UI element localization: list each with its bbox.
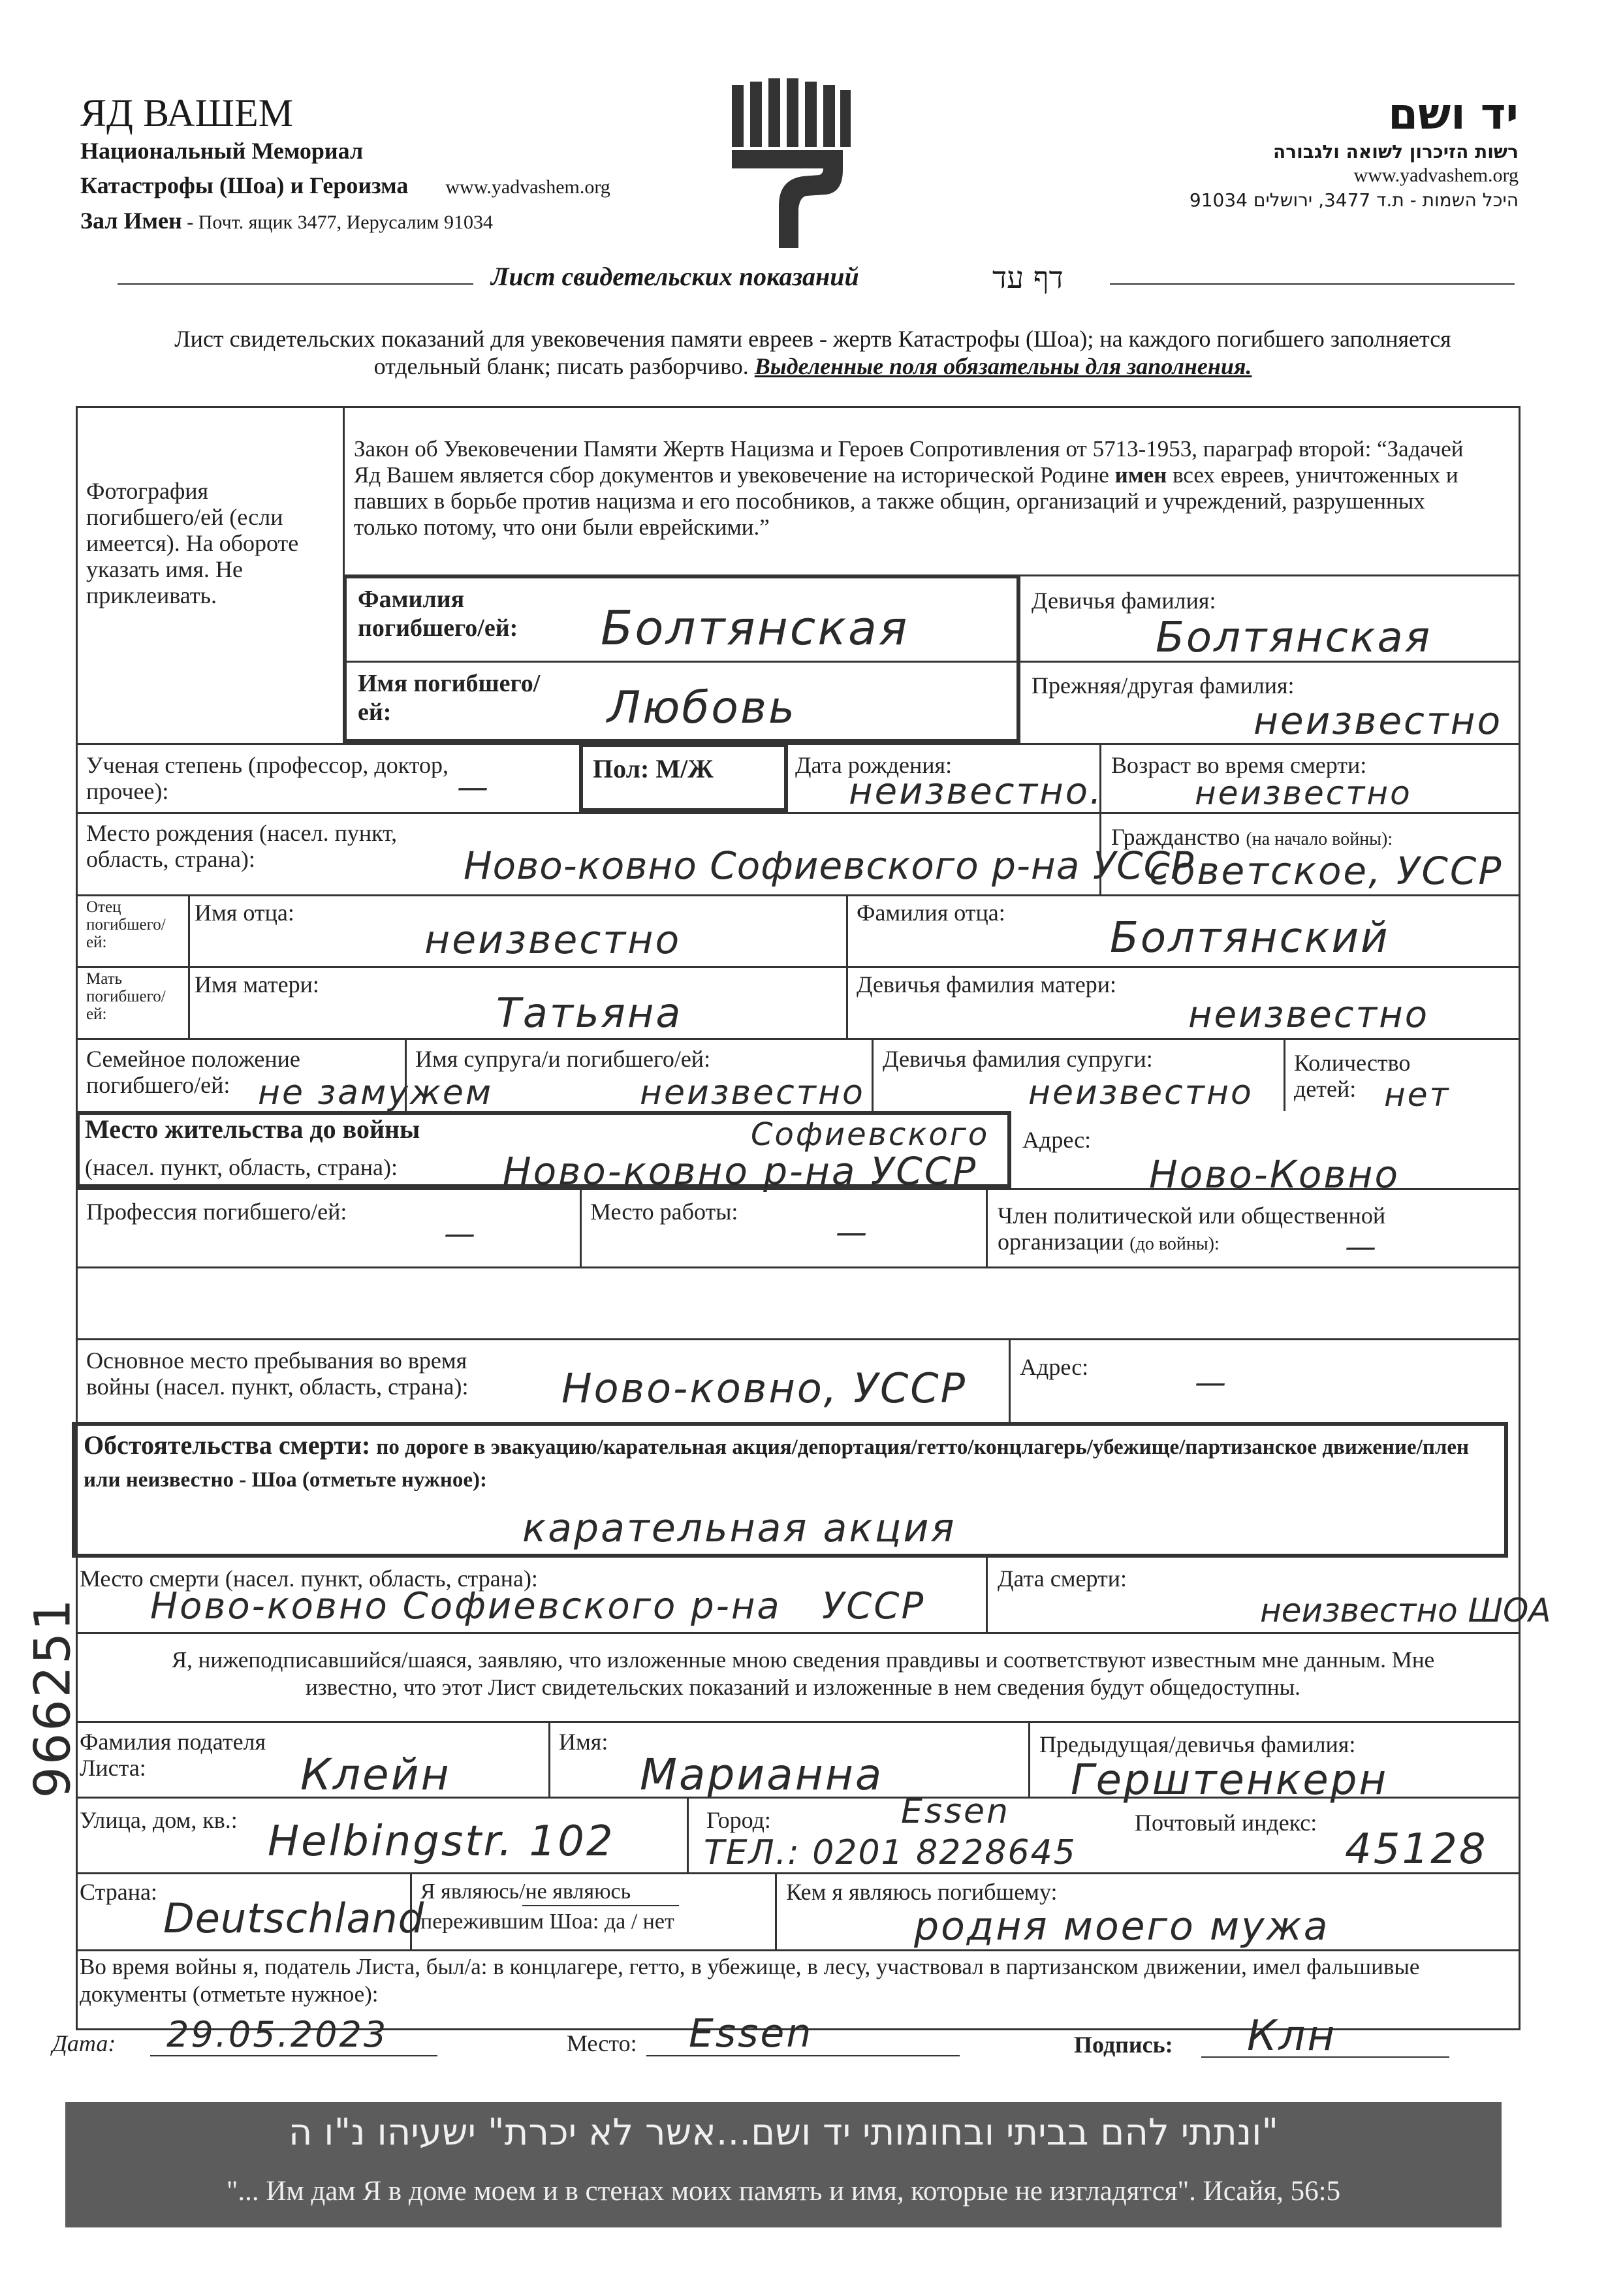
law-text-bold: имен: [1114, 462, 1167, 488]
first-name-value[interactable]: Любовь: [607, 682, 797, 734]
death-date-value[interactable]: неизвестно ШОА: [1260, 1592, 1551, 1629]
submitter-name-label: Имя:: [559, 1729, 608, 1755]
submitter-name-value[interactable]: Марианна: [640, 1750, 884, 1800]
citizenship-div: [1099, 812, 1101, 894]
yad-vashem-logo-icon: [728, 78, 852, 255]
father-surname-label: Фамилия отца:: [857, 900, 1005, 926]
form-title-he: דף עד: [992, 260, 1064, 295]
footer-banner: [65, 2102, 1502, 2227]
address-he: היכל השמות - ת.ד 3477, ירושלים 91034: [1189, 189, 1519, 211]
first-name-label: Имя погибшего/ей:: [358, 670, 541, 726]
sign-date-label: Дата:: [52, 2030, 116, 2056]
residence-address-value[interactable]: Ново-Ковно: [1149, 1152, 1400, 1197]
death-circ-label: Обстоятельства смерти:: [84, 1430, 371, 1460]
spouse-maiden-div: [872, 1038, 874, 1111]
signature-value[interactable]: Клн: [1247, 2012, 1337, 2060]
survivor-underline: [522, 1905, 679, 1906]
mother-maiden-div: [846, 966, 848, 1038]
mother-name-value[interactable]: Татьяна: [496, 989, 683, 1037]
country-label: Страна:: [80, 1879, 157, 1905]
death-date-label: Дата смерти:: [998, 1565, 1127, 1592]
relation-label: Кем я являюсь погибшему:: [786, 1879, 1058, 1905]
org-line2-ru: Катастрофы (Шоа) и Героизма: [80, 172, 409, 198]
citizenship-value[interactable]: советское, УССР: [1149, 849, 1504, 893]
row-work-bottom: [76, 1266, 1521, 1268]
intro-emphasis: Выделенные поля обязательны для заполнения.: [754, 353, 1252, 379]
member-div: [986, 1188, 988, 1266]
title-rule-left: [118, 283, 473, 285]
mother-maiden-label: Девичья фамилия матери:: [857, 971, 1117, 998]
wartime-address-label: Адрес:: [1020, 1354, 1089, 1380]
submitter-surname-label: Фамилия подателя Листа:: [80, 1729, 266, 1781]
phone-value[interactable]: ТЕЛ.: 0201 8228645: [704, 1833, 1077, 1872]
age-value[interactable]: неизвестно: [1195, 774, 1412, 812]
member-value[interactable]: —: [1345, 1229, 1378, 1265]
residence-address-label: Адрес:: [1022, 1127, 1092, 1153]
website-right: www.yadvashem.org: [1353, 165, 1519, 186]
signature-label: Подпись:: [1074, 2032, 1173, 2058]
maiden-label: Девичья фамилия:: [1032, 588, 1216, 614]
relation-value[interactable]: родня моего мужа: [914, 1904, 1330, 1949]
marital-value[interactable]: не замужем: [258, 1073, 494, 1112]
submitter-surname-value[interactable]: Клейн: [300, 1750, 451, 1800]
hall-address-ru: - Почт. ящик 3477, Иерусалим 91034: [181, 212, 493, 233]
member-label-wrap: [998, 1203, 1507, 1257]
sign-place-line: [646, 2055, 960, 2056]
residence-sublabel: (насел. пункт, область, страна):: [85, 1154, 398, 1180]
spouse-maiden-label: Девичья фамилия супруги:: [883, 1046, 1153, 1072]
relation-div: [775, 1872, 777, 1949]
row-declaration-top: [76, 1632, 1521, 1634]
org-title-he: יד ושם: [1388, 89, 1519, 139]
spouse-maiden-value[interactable]: неизвестно: [1028, 1073, 1253, 1112]
org-line1-ru: Национальный Мемориал: [80, 138, 364, 164]
death-place-value[interactable]: Ново-ковно Софиевского р-на УССР: [150, 1585, 926, 1628]
surname-value[interactable]: Болтянская: [601, 601, 909, 655]
survivor-div: [410, 1872, 412, 1949]
workplace-value[interactable]: —: [836, 1214, 869, 1251]
death-date-div: [986, 1558, 988, 1632]
children-value[interactable]: нет: [1384, 1076, 1451, 1114]
gender-label: Пол: М/Ж: [593, 754, 714, 783]
org-line1-he: רשות הזיכרון לשואה ולגבורה: [1273, 141, 1519, 163]
row-birth-top: [76, 812, 1521, 814]
row-degree-top: [76, 743, 1521, 745]
zip-label: Почтовый индекс:: [1135, 1810, 1317, 1836]
row-submitter-top: [76, 1721, 1521, 1723]
father-name-value[interactable]: неизвестно: [424, 917, 682, 963]
mother-name-label: Имя матери:: [195, 971, 319, 998]
law-text-part2: всех евреев, уничтоженных и павших в борьбе против нацизма и его пособников, а также общин, организаций и учреждений, разрушенных только потому, что они были еврейскими.”: [354, 462, 1458, 540]
row-family-top: [76, 1038, 1521, 1040]
street-label: Улица, дом, кв.:: [80, 1807, 238, 1833]
age-label: Возраст во время смерти:: [1111, 752, 1367, 778]
row-wartime-top: [76, 1338, 1521, 1340]
dob-label: Дата рождения:: [795, 752, 953, 778]
row-mother-top: [76, 966, 1521, 968]
sign-place-value[interactable]: Essen: [689, 2011, 813, 2056]
submitter-prev-div: [1028, 1721, 1030, 1797]
wartime-value[interactable]: Ново-ковно, УССР: [561, 1364, 967, 1412]
profession-value[interactable]: —: [444, 1216, 477, 1252]
row-address-top: [76, 1797, 1521, 1799]
website-left: www.yadvashem.org: [445, 176, 610, 198]
father-name-label: Имя отца:: [195, 900, 294, 926]
submitter-prev-value[interactable]: Герштенкерн: [1071, 1756, 1389, 1804]
declaration-text: Я, нижеподписавшийся/шаяся, заявляю, что изложенные мною сведения правдивы и соответствуют известным мне данным. Мне известно, что этот Лист свидетельских показаний и изложенные в нем сведения будут общедоступны.: [171, 1647, 1435, 1700]
father-surname-div: [846, 894, 848, 966]
citizenship-label: Гражданство: [1111, 824, 1240, 850]
header-right: [1062, 88, 1519, 213]
father-surname-value[interactable]: Болтянский: [1110, 914, 1390, 962]
sheet-number: 966251: [23, 1597, 82, 1799]
member-note: (до войны):: [1129, 1234, 1220, 1254]
survivor-label-1: Я являюсь/не являюсь: [420, 1879, 631, 1904]
residence-value-line2[interactable]: Ново-ковно р-на УССР: [503, 1149, 978, 1193]
form-title-ru: Лист свидетельских показаний: [491, 262, 859, 291]
sign-date-value[interactable]: 29.05.2023: [166, 2014, 388, 2055]
sign-place-label: Место:: [567, 2030, 637, 2056]
title-rule-right: [1110, 283, 1515, 285]
hall-label-ru: Зал Имен: [80, 208, 182, 234]
wartime-label: Основное место пребывания во время войны (насел. пункт, область, страна):: [86, 1347, 469, 1400]
marital-label: Семейное положение погибшего/ей:: [86, 1046, 300, 1098]
row-wartime-submitter-top: [76, 1949, 1521, 1951]
row-father-top: [76, 894, 1521, 896]
citizenship-note: (на начало войны):: [1246, 829, 1393, 849]
birthplace-label: Место рождения (насел. пункт, область, страна):: [86, 820, 398, 872]
wartime-address-div: [1009, 1338, 1011, 1422]
submitter-name-div: [548, 1721, 550, 1797]
spouse-name-value[interactable]: неизвестно: [640, 1073, 865, 1112]
degree-label: Ученая степень (профессор, доктор, прочее):: [86, 752, 449, 804]
residence-value-line1[interactable]: Софиевского: [751, 1116, 990, 1153]
spouse-name-label: Имя супруга/и погибшего/ей:: [415, 1046, 711, 1072]
row-work-top: [76, 1188, 1521, 1190]
mother-maiden-value[interactable]: неизвестно: [1188, 994, 1429, 1036]
sign-date-line: [150, 2055, 437, 2056]
law-text: [354, 436, 1477, 541]
city-label: Город:: [706, 1807, 771, 1833]
maiden-value[interactable]: Болтянская: [1156, 614, 1432, 662]
street-value[interactable]: Helbingstr. 102: [268, 1817, 615, 1866]
birthplace-value[interactable]: Ново-ковно Софиевского р-на УССР: [464, 843, 1195, 888]
age-div: [1099, 743, 1101, 812]
header-left: [80, 91, 668, 238]
org-title-ru: ЯД ВАШЕМ: [80, 91, 294, 134]
submitter-wartime-label: Во время войны я, податель Листа, был/а: в концлагере, гетто, в убежище, в лесу, участвовал в партизанском движении, имел фальшивые документы (отметьте нужное):: [80, 1954, 1420, 2007]
workplace-div: [580, 1188, 582, 1266]
intro-body: Лист свидетельских показаний для увековечения памяти евреев - жертв Катастрофы (Шоа); на каждого погибшего заполняется отдельный бланк; писать разборчиво.: [174, 326, 1451, 379]
wartime-address-value[interactable]: —: [1195, 1364, 1228, 1401]
submitter-prev-label: Предыдущая/девичья фамилия:: [1039, 1731, 1356, 1757]
dob-value[interactable]: неизвестно.: [849, 770, 1103, 813]
death-circ-value[interactable]: карательная акция: [522, 1505, 956, 1551]
marital-div: [405, 1038, 407, 1111]
city-div: [687, 1797, 689, 1872]
workplace-label: Место работы:: [590, 1199, 738, 1225]
death-circ-options: по дороге в эвакуацию/карательная акция/депортация/гетто/концлагерь/убежище/партизанское движение/плен или неизвестно - Шоа (отметьте нужное):: [84, 1436, 1470, 1492]
photo-label: Фотография погибшего/ей (если имеется). На обороте указать имя. Не приклеивать.: [86, 478, 299, 608]
death-place-label: Место смерти (насел. пункт, область, страна):: [80, 1565, 538, 1592]
city-value[interactable]: Essen: [901, 1792, 1010, 1831]
death-circ-text: [84, 1430, 1494, 1496]
row-country-top: [76, 1872, 1521, 1874]
country-value[interactable]: Deutschland: [163, 1895, 425, 1942]
degree-value[interactable]: —: [457, 769, 490, 806]
prev-name-label: Прежняя/другая фамилия:: [1032, 672, 1295, 699]
father-side-label: Отец погибшего/ей:: [86, 898, 166, 951]
footer-russian-quote: "... Им дам Я в доме моем и в стенах моих память и имя, которые не изгладятся". Исайя, 56:5: [226, 2176, 1341, 2207]
zip-value[interactable]: 45128: [1345, 1825, 1488, 1874]
signature-line: [1201, 2056, 1449, 2058]
children-div: [1284, 1038, 1285, 1111]
surname-label: Фамилия погибшего/ей:: [358, 586, 518, 642]
mother-side-label: Мать погибшего/ей:: [86, 970, 166, 1023]
law-text-part1: Закон об Увековечении Памяти Жертв Нацизма и Героев Сопротивления от 5713-1953, параграф второй: “Задачей Яд Вашем является сбор документов и увековечение на исторической Родине: [354, 436, 1464, 488]
intro-text: [124, 325, 1502, 380]
member-label: Член политической или общественной организации: [998, 1203, 1386, 1255]
children-label: Количество детей:: [1294, 1050, 1411, 1102]
survivor-label-2: пережившим Шоа: да / нет: [420, 1910, 674, 1934]
profession-label: Профессия погибшего/ей:: [86, 1199, 347, 1225]
footer-hebrew-quote: "ונתתי להם בביתי ובחומותי יד ושם...אשר לא יכרת" ישעיהו נ"ו ה: [288, 2111, 1279, 2154]
residence-label: Место жительства до войны: [85, 1114, 420, 1144]
prev-name-value[interactable]: неизвестно: [1253, 699, 1503, 743]
